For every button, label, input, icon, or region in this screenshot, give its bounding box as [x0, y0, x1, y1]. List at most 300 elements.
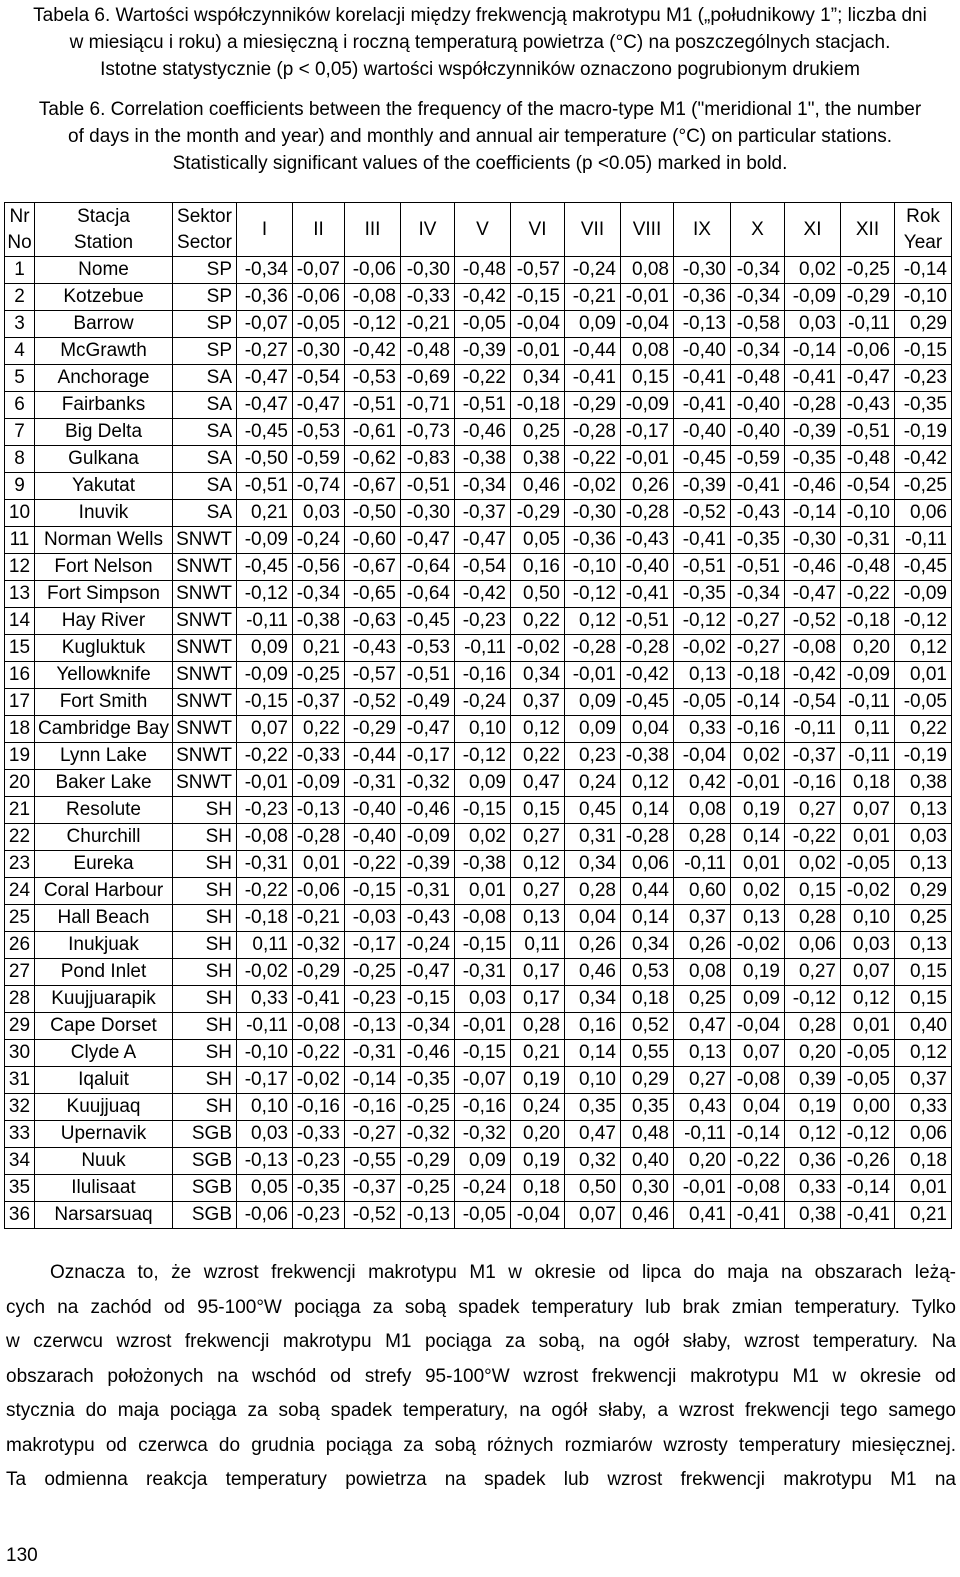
- station-cell: Yellowknife: [35, 662, 173, 689]
- month-value-cell: -0,14: [785, 338, 841, 365]
- sector-cell: SA: [173, 392, 237, 419]
- month-value-cell: 0,11: [237, 932, 293, 959]
- header-label: Station: [73, 231, 134, 253]
- table-row: [5, 1202, 952, 1229]
- month-value-cell: -0,14: [785, 500, 841, 527]
- year-value-cell: 0,01: [895, 662, 952, 689]
- row-number-cell: 32: [5, 1094, 35, 1121]
- month-value-cell: -0,45: [401, 608, 455, 635]
- sector-cell: SGB: [173, 1121, 237, 1148]
- month-value-cell: -0,57: [345, 662, 401, 689]
- row-number-cell: 3: [5, 311, 35, 338]
- month-value-cell: -0,27: [731, 608, 785, 635]
- month-value-cell: -0,24: [455, 689, 511, 716]
- month-value-cell: -0,34: [731, 581, 785, 608]
- month-value-cell: -0,64: [401, 581, 455, 608]
- year-value-cell: -0,19: [895, 743, 952, 770]
- month-value-cell: -0,69: [401, 365, 455, 392]
- table-row: [5, 581, 952, 608]
- table-row: [5, 797, 952, 824]
- month-value-cell: -0,35: [731, 527, 785, 554]
- month-value-cell: -0,02: [565, 473, 621, 500]
- month-value-cell: -0,08: [731, 1175, 785, 1202]
- month-value-cell: -0,38: [621, 743, 674, 770]
- month-value-cell: -0,41: [565, 365, 621, 392]
- year-value-cell: 0,12: [895, 635, 952, 662]
- month-value-cell: -0,31: [455, 959, 511, 986]
- year-value-cell: -0,15: [895, 338, 952, 365]
- month-value-cell: -0,07: [455, 1067, 511, 1094]
- header-month: III: [345, 203, 401, 257]
- month-value-cell: 0,18: [621, 986, 674, 1013]
- year-value-cell: -0,10: [895, 284, 952, 311]
- month-value-cell: -0,42: [345, 338, 401, 365]
- row-number-cell: 21: [5, 797, 35, 824]
- year-value-cell: -0,23: [895, 365, 952, 392]
- row-number-cell: 2: [5, 284, 35, 311]
- station-cell: Fort Simpson: [35, 581, 173, 608]
- header-month: XI: [785, 203, 841, 257]
- month-value-cell: 0,17: [511, 986, 565, 1013]
- month-value-cell: -0,27: [345, 1121, 401, 1148]
- month-value-cell: -0,16: [731, 716, 785, 743]
- sector-cell: SH: [173, 1067, 237, 1094]
- table-row: [5, 716, 952, 743]
- row-number-cell: 9: [5, 473, 35, 500]
- month-value-cell: -0,11: [841, 689, 895, 716]
- sector-cell: SH: [173, 932, 237, 959]
- month-value-cell: 0,03: [293, 500, 345, 527]
- month-value-cell: 0,21: [293, 635, 345, 662]
- month-value-cell: 0,37: [674, 905, 731, 932]
- year-value-cell: -0,35: [895, 392, 952, 419]
- month-value-cell: -0,34: [455, 473, 511, 500]
- year-value-cell: 0,21: [895, 1202, 952, 1229]
- month-value-cell: -0,04: [511, 1202, 565, 1229]
- caption-line: Tabela 6. Wartości współczynników korelacji między frekwencją makrotypu M1 („południkowy 1”; liczba dni: [33, 5, 927, 26]
- month-value-cell: -0,12: [841, 1121, 895, 1148]
- header-month: II: [293, 203, 345, 257]
- month-value-cell: 0,26: [674, 932, 731, 959]
- month-value-cell: -0,11: [841, 311, 895, 338]
- correlation-table: [4, 202, 952, 1229]
- month-value-cell: 0,28: [785, 905, 841, 932]
- sector-cell: SH: [173, 1094, 237, 1121]
- month-value-cell: -0,11: [237, 1013, 293, 1040]
- month-value-cell: -0,17: [345, 932, 401, 959]
- month-value-cell: -0,16: [455, 662, 511, 689]
- month-value-cell: -0,02: [511, 635, 565, 662]
- month-value-cell: -0,13: [293, 797, 345, 824]
- year-value-cell: -0,42: [895, 446, 952, 473]
- month-value-cell: -0,67: [345, 554, 401, 581]
- month-value-cell: -0,28: [621, 635, 674, 662]
- month-value-cell: -0,07: [237, 311, 293, 338]
- month-value-cell: 0,28: [674, 824, 731, 851]
- station-cell: Ilulisaat: [35, 1175, 173, 1202]
- month-value-cell: 0,34: [565, 986, 621, 1013]
- month-value-cell: 0,05: [237, 1175, 293, 1202]
- month-value-cell: -0,41: [785, 365, 841, 392]
- row-number-cell: 17: [5, 689, 35, 716]
- row-number-cell: 8: [5, 446, 35, 473]
- month-value-cell: 0,07: [841, 959, 895, 986]
- month-value-cell: 0,33: [674, 716, 731, 743]
- month-value-cell: -0,31: [345, 770, 401, 797]
- table-row: [5, 608, 952, 635]
- table-row: [5, 770, 952, 797]
- month-value-cell: 0,60: [674, 878, 731, 905]
- month-value-cell: 0,44: [621, 878, 674, 905]
- month-value-cell: -0,29: [293, 959, 345, 986]
- month-value-cell: -0,12: [565, 581, 621, 608]
- sector-cell: SH: [173, 959, 237, 986]
- station-cell: Norman Wells: [35, 527, 173, 554]
- row-number-cell: 26: [5, 932, 35, 959]
- month-value-cell: -0,54: [841, 473, 895, 500]
- month-value-cell: 0,24: [565, 770, 621, 797]
- month-value-cell: -0,62: [345, 446, 401, 473]
- header-label: Year: [903, 231, 943, 253]
- month-value-cell: -0,43: [621, 527, 674, 554]
- month-value-cell: -0,35: [401, 1067, 455, 1094]
- row-number-cell: 28: [5, 986, 35, 1013]
- month-value-cell: -0,01: [511, 338, 565, 365]
- month-value-cell: 0,25: [674, 986, 731, 1013]
- month-value-cell: -0,45: [621, 689, 674, 716]
- month-value-cell: -0,56: [293, 554, 345, 581]
- month-value-cell: 0,01: [455, 878, 511, 905]
- month-value-cell: -0,24: [565, 257, 621, 284]
- month-value-cell: -0,45: [674, 446, 731, 473]
- month-value-cell: -0,31: [401, 878, 455, 905]
- month-value-cell: -0,41: [731, 1202, 785, 1229]
- table-row: [5, 986, 952, 1013]
- month-value-cell: 0,13: [731, 905, 785, 932]
- month-value-cell: 0,35: [621, 1094, 674, 1121]
- month-value-cell: 0,22: [511, 743, 565, 770]
- month-value-cell: 0,47: [674, 1013, 731, 1040]
- body-paragraph: [6, 1256, 956, 1498]
- month-value-cell: 0,53: [621, 959, 674, 986]
- month-value-cell: -0,25: [293, 662, 345, 689]
- header-label: Sektor: [177, 205, 232, 227]
- sector-cell: SP: [173, 257, 237, 284]
- month-value-cell: -0,13: [237, 1148, 293, 1175]
- table-header-row: [5, 203, 952, 257]
- month-value-cell: -0,02: [674, 635, 731, 662]
- month-value-cell: -0,34: [731, 338, 785, 365]
- table-row: [5, 1175, 952, 1202]
- table-row: [5, 1121, 952, 1148]
- month-value-cell: -0,34: [293, 581, 345, 608]
- month-value-cell: -0,43: [345, 635, 401, 662]
- sector-cell: SH: [173, 878, 237, 905]
- month-value-cell: -0,18: [841, 608, 895, 635]
- month-value-cell: 0,32: [565, 1148, 621, 1175]
- month-value-cell: -0,35: [293, 1175, 345, 1202]
- year-value-cell: -0,19: [895, 419, 952, 446]
- month-value-cell: 0,33: [237, 986, 293, 1013]
- month-value-cell: -0,51: [345, 392, 401, 419]
- month-value-cell: 0,28: [785, 1013, 841, 1040]
- month-value-cell: -0,25: [401, 1094, 455, 1121]
- month-value-cell: 0,02: [731, 743, 785, 770]
- month-value-cell: -0,11: [674, 1121, 731, 1148]
- month-value-cell: -0,30: [565, 500, 621, 527]
- month-value-cell: -0,65: [345, 581, 401, 608]
- month-value-cell: -0,52: [345, 1202, 401, 1229]
- sector-cell: SA: [173, 446, 237, 473]
- month-value-cell: 0,13: [511, 905, 565, 932]
- month-value-cell: -0,12: [455, 743, 511, 770]
- month-value-cell: -0,32: [293, 932, 345, 959]
- row-number-cell: 10: [5, 500, 35, 527]
- month-value-cell: -0,50: [345, 500, 401, 527]
- sector-cell: SA: [173, 365, 237, 392]
- month-value-cell: -0,30: [401, 500, 455, 527]
- month-value-cell: -0,63: [345, 608, 401, 635]
- year-value-cell: 0,13: [895, 797, 952, 824]
- header-label: Sector: [177, 231, 232, 253]
- month-value-cell: 0,19: [511, 1148, 565, 1175]
- station-cell: Kugluktuk: [35, 635, 173, 662]
- month-value-cell: 0,26: [565, 932, 621, 959]
- month-value-cell: -0,22: [237, 743, 293, 770]
- caption-line: w miesiącu i roku) a miesięczną i roczną temperaturą powietrza (°C) na poszczególnych stacjach.: [69, 32, 891, 53]
- month-value-cell: -0,04: [511, 311, 565, 338]
- month-value-cell: -0,51: [731, 554, 785, 581]
- month-value-cell: -0,26: [841, 1148, 895, 1175]
- month-value-cell: 0,20: [785, 1040, 841, 1067]
- month-value-cell: -0,17: [401, 743, 455, 770]
- month-value-cell: -0,25: [345, 959, 401, 986]
- row-number-cell: 20: [5, 770, 35, 797]
- month-value-cell: -0,13: [401, 1202, 455, 1229]
- month-value-cell: -0,04: [674, 743, 731, 770]
- month-value-cell: -0,47: [293, 392, 345, 419]
- month-value-cell: -0,29: [401, 1148, 455, 1175]
- month-value-cell: 0,13: [674, 1040, 731, 1067]
- month-value-cell: 0,09: [565, 311, 621, 338]
- month-value-cell: -0,02: [731, 932, 785, 959]
- paragraph-line: makrotypu od czerwca do grudnia pociąga za sobą różnych rozmiarów wzrosty temperatury miesięcznej.: [6, 1434, 956, 1456]
- month-value-cell: 0,12: [785, 1121, 841, 1148]
- month-value-cell: 0,48: [621, 1121, 674, 1148]
- month-value-cell: -0,30: [785, 527, 841, 554]
- month-value-cell: -0,22: [455, 365, 511, 392]
- row-number-cell: 22: [5, 824, 35, 851]
- month-value-cell: 0,09: [565, 716, 621, 743]
- month-value-cell: -0,14: [731, 1121, 785, 1148]
- table-row: [5, 1094, 952, 1121]
- year-value-cell: -0,25: [895, 473, 952, 500]
- station-cell: Upernavik: [35, 1121, 173, 1148]
- month-value-cell: -0,12: [237, 581, 293, 608]
- month-value-cell: -0,09: [237, 527, 293, 554]
- row-number-cell: 25: [5, 905, 35, 932]
- month-value-cell: -0,04: [621, 311, 674, 338]
- paragraph-line: cych na zachód od 95-100°W pociąga za sobą spadek temperatury lub brak zmian temperatury. Tylko: [6, 1296, 956, 1318]
- month-value-cell: 0,22: [511, 608, 565, 635]
- month-value-cell: -0,37: [293, 689, 345, 716]
- month-value-cell: 0,14: [565, 1040, 621, 1067]
- month-value-cell: -0,11: [841, 743, 895, 770]
- row-number-cell: 18: [5, 716, 35, 743]
- month-value-cell: -0,46: [785, 473, 841, 500]
- month-value-cell: -0,60: [345, 527, 401, 554]
- month-value-cell: -0,59: [731, 446, 785, 473]
- month-value-cell: 0,41: [674, 1202, 731, 1229]
- station-cell: Pond Inlet: [35, 959, 173, 986]
- sector-cell: SH: [173, 824, 237, 851]
- station-cell: Anchorage: [35, 365, 173, 392]
- month-value-cell: -0,41: [674, 365, 731, 392]
- month-value-cell: -0,51: [841, 419, 895, 446]
- month-value-cell: -0,46: [401, 797, 455, 824]
- month-value-cell: -0,02: [237, 959, 293, 986]
- month-value-cell: 0,47: [565, 1121, 621, 1148]
- station-cell: Clyde A: [35, 1040, 173, 1067]
- month-value-cell: -0,40: [345, 797, 401, 824]
- table-body: [5, 257, 952, 1229]
- month-value-cell: -0,08: [345, 284, 401, 311]
- month-value-cell: 0,06: [785, 932, 841, 959]
- month-value-cell: 0,34: [565, 851, 621, 878]
- month-value-cell: -0,43: [841, 392, 895, 419]
- sector-cell: SA: [173, 500, 237, 527]
- month-value-cell: -0,07: [293, 257, 345, 284]
- month-value-cell: 0,07: [237, 716, 293, 743]
- month-value-cell: 0,34: [621, 932, 674, 959]
- month-value-cell: -0,54: [785, 689, 841, 716]
- month-value-cell: 0,02: [731, 878, 785, 905]
- month-value-cell: 0,27: [785, 797, 841, 824]
- year-value-cell: 0,03: [895, 824, 952, 851]
- sector-cell: SP: [173, 338, 237, 365]
- station-cell: Nome: [35, 257, 173, 284]
- month-value-cell: -0,44: [345, 743, 401, 770]
- month-value-cell: -0,51: [237, 473, 293, 500]
- sector-cell: SA: [173, 419, 237, 446]
- paragraph-line: obszarach położonych na wschód od strefy 95-100°W wzrost frekwencji makrotypu M1 w okresie od: [6, 1365, 956, 1387]
- sector-cell: SH: [173, 905, 237, 932]
- month-value-cell: 0,15: [621, 365, 674, 392]
- month-value-cell: -0,01: [731, 770, 785, 797]
- month-value-cell: -0,47: [237, 365, 293, 392]
- month-value-cell: 0,46: [565, 959, 621, 986]
- month-value-cell: -0,30: [293, 338, 345, 365]
- row-number-cell: 31: [5, 1067, 35, 1094]
- station-cell: Gulkana: [35, 446, 173, 473]
- month-value-cell: -0,41: [621, 581, 674, 608]
- month-value-cell: -0,40: [621, 554, 674, 581]
- year-value-cell: 0,29: [895, 311, 952, 338]
- month-value-cell: -0,28: [293, 824, 345, 851]
- month-value-cell: 0,39: [785, 1067, 841, 1094]
- month-value-cell: -0,16: [455, 1094, 511, 1121]
- month-value-cell: -0,10: [565, 554, 621, 581]
- month-value-cell: -0,42: [455, 581, 511, 608]
- row-number-cell: 14: [5, 608, 35, 635]
- sector-cell: SNWT: [173, 608, 237, 635]
- year-value-cell: 0,15: [895, 986, 952, 1013]
- station-cell: Churchill: [35, 824, 173, 851]
- month-value-cell: -0,02: [841, 878, 895, 905]
- month-value-cell: 0,15: [511, 797, 565, 824]
- month-value-cell: -0,15: [455, 797, 511, 824]
- row-number-cell: 23: [5, 851, 35, 878]
- sector-cell: SGB: [173, 1175, 237, 1202]
- month-value-cell: -0,05: [841, 1040, 895, 1067]
- month-value-cell: 0,19: [731, 959, 785, 986]
- month-value-cell: -0,22: [237, 878, 293, 905]
- month-value-cell: -0,23: [345, 986, 401, 1013]
- month-value-cell: -0,49: [401, 689, 455, 716]
- caption-line: Istotne statystycznie (p < 0,05) wartości współczynników oznaczono pogrubionym drukiem: [100, 59, 860, 80]
- month-value-cell: 0,01: [293, 851, 345, 878]
- month-value-cell: -0,41: [674, 527, 731, 554]
- month-value-cell: -0,23: [237, 797, 293, 824]
- month-value-cell: 0,33: [785, 1175, 841, 1202]
- row-number-cell: 15: [5, 635, 35, 662]
- station-cell: Baker Lake: [35, 770, 173, 797]
- month-value-cell: -0,54: [455, 554, 511, 581]
- table-row: [5, 1148, 952, 1175]
- month-value-cell: -0,08: [785, 635, 841, 662]
- month-value-cell: -0,15: [455, 1040, 511, 1067]
- month-value-cell: -0,36: [237, 284, 293, 311]
- month-value-cell: -0,51: [621, 608, 674, 635]
- month-value-cell: -0,41: [841, 1202, 895, 1229]
- month-value-cell: -0,83: [401, 446, 455, 473]
- sector-cell: SNWT: [173, 716, 237, 743]
- month-value-cell: -0,28: [565, 635, 621, 662]
- month-value-cell: 0,29: [621, 1067, 674, 1094]
- month-value-cell: 0,08: [621, 257, 674, 284]
- month-value-cell: -0,29: [565, 392, 621, 419]
- year-value-cell: -0,09: [895, 581, 952, 608]
- year-value-cell: 0,25: [895, 905, 952, 932]
- table-row: [5, 824, 952, 851]
- station-cell: Narsarsuaq: [35, 1202, 173, 1229]
- table-row: [5, 1040, 952, 1067]
- month-value-cell: 0,03: [237, 1121, 293, 1148]
- month-value-cell: -0,48: [401, 338, 455, 365]
- month-value-cell: 0,02: [785, 851, 841, 878]
- year-value-cell: -0,45: [895, 554, 952, 581]
- header-month: VI: [511, 203, 565, 257]
- table-row: [5, 527, 952, 554]
- month-value-cell: -0,47: [841, 365, 895, 392]
- month-value-cell: 0,05: [511, 527, 565, 554]
- month-value-cell: 0,14: [621, 797, 674, 824]
- month-value-cell: -0,12: [785, 986, 841, 1013]
- month-value-cell: 0,18: [511, 1175, 565, 1202]
- month-value-cell: -0,06: [345, 257, 401, 284]
- month-value-cell: 0,16: [511, 554, 565, 581]
- month-value-cell: -0,09: [841, 662, 895, 689]
- station-cell: Lynn Lake: [35, 743, 173, 770]
- month-value-cell: -0,12: [674, 608, 731, 635]
- month-value-cell: -0,55: [345, 1148, 401, 1175]
- month-value-cell: -0,23: [455, 608, 511, 635]
- header-label: Stacja: [77, 205, 130, 227]
- month-value-cell: -0,15: [345, 878, 401, 905]
- month-value-cell: -0,22: [841, 581, 895, 608]
- month-value-cell: -0,24: [455, 1175, 511, 1202]
- year-value-cell: 0,15: [895, 959, 952, 986]
